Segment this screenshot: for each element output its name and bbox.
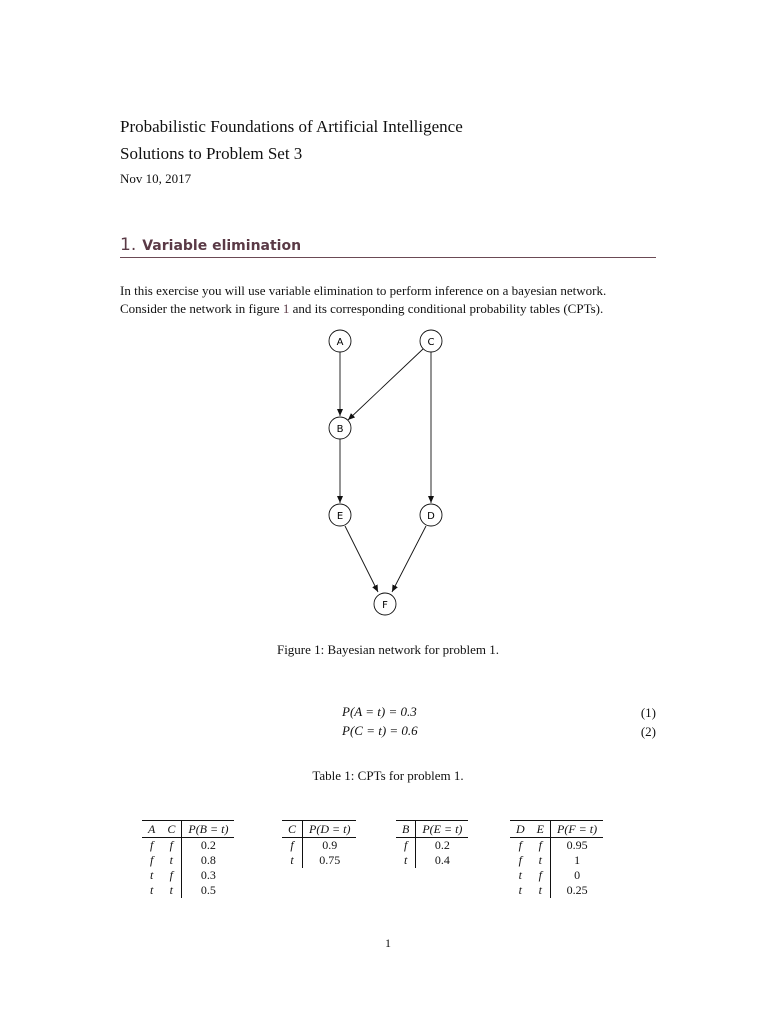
cell: 0.25 — [551, 883, 604, 898]
edge-e-f — [345, 526, 378, 592]
cpt-f-header: P(F = t) — [551, 821, 604, 838]
cpt-e-header: B — [396, 821, 416, 838]
table-row — [282, 853, 356, 868]
edge-d-f — [392, 526, 426, 592]
section-heading — [120, 235, 301, 255]
cpt-f-header: E — [531, 821, 551, 838]
cpt-d-header: P(D = t) — [303, 821, 357, 838]
cell: f — [404, 838, 408, 852]
cell: f — [150, 853, 154, 867]
intro-paragraph — [120, 282, 660, 318]
cpt-table-b — [142, 820, 234, 898]
cell: t — [150, 868, 154, 882]
document-date: Nov 10, 2017 — [120, 171, 192, 186]
cell: 0.9 — [303, 838, 357, 854]
cell: t — [150, 883, 154, 897]
node-b — [329, 417, 351, 439]
section-number: 1. — [120, 235, 137, 255]
equation-2: P(C = t) = 0.6 — [342, 723, 418, 738]
document-subtitle: Solutions to Problem Set 3 — [120, 144, 303, 163]
node-c-label: C — [427, 337, 435, 348]
node-c — [420, 330, 442, 352]
node-e-label: E — [336, 511, 344, 522]
cell: f — [290, 838, 294, 852]
bayesian-network-figure — [300, 320, 470, 625]
cell: f — [538, 838, 543, 852]
cell: f — [169, 838, 174, 852]
node-a-label: A — [336, 337, 344, 348]
table-caption: Table 1: CPTs for problem 1. — [312, 768, 464, 783]
cell: 0.8 — [182, 853, 235, 868]
cell: 0.3 — [182, 868, 235, 883]
figure-ref-link[interactable]: 1 — [282, 301, 290, 316]
node-f — [374, 593, 396, 615]
cell: 1 — [551, 853, 604, 868]
table-row — [510, 883, 603, 898]
equation-1: P(A = t) = 0.3 — [342, 704, 417, 719]
cell: 0.95 — [551, 838, 604, 854]
cell: 0.4 — [416, 853, 469, 868]
cell: t — [538, 883, 543, 897]
equation-2-number: (2) — [640, 724, 656, 739]
cpt-d-header: C — [282, 821, 303, 838]
intro-line-2 — [120, 300, 660, 318]
cpt-e-header: P(E = t) — [416, 821, 469, 838]
cell: t — [169, 883, 174, 897]
cell: f — [538, 868, 543, 882]
page-number: 1 — [385, 936, 391, 950]
intro-text: Consider the network in figure — [120, 301, 283, 316]
cpt-table-d — [282, 820, 356, 868]
cell: t — [518, 868, 522, 882]
cell: f — [518, 838, 522, 852]
table-row — [510, 868, 603, 883]
cell: 0.5 — [182, 883, 235, 898]
cell: t — [404, 853, 408, 867]
cell: 0.2 — [416, 838, 469, 854]
equation-1-number: (1) — [640, 705, 656, 720]
section-rule — [120, 257, 656, 258]
cell: f — [518, 853, 522, 867]
table-row — [142, 838, 234, 854]
cell: 0.75 — [303, 853, 357, 868]
cell: t — [518, 883, 522, 897]
figure-caption: Figure 1: Bayesian network for problem 1. — [276, 642, 500, 657]
cell: 0 — [551, 868, 604, 883]
cell: t — [169, 853, 174, 867]
table-row — [396, 853, 468, 868]
intro-line-1: In this exercise you will use variable elimination to perform inference on a bayesian network. — [120, 283, 607, 298]
table-row — [282, 838, 356, 854]
node-a — [329, 330, 351, 352]
document-title: Probabilistic Foundations of Artificial Intelligence — [120, 117, 463, 136]
cpt-table-e — [396, 820, 468, 868]
node-b-label: B — [336, 424, 344, 435]
cpt-b-header: A — [142, 821, 161, 838]
table-row — [396, 838, 468, 854]
cpt-b-header: P(B = t) — [182, 821, 235, 838]
table-row — [142, 853, 234, 868]
cell: f — [169, 868, 174, 882]
table-row — [510, 838, 603, 854]
node-d-label: D — [427, 511, 435, 522]
table-row — [142, 868, 234, 883]
table-row — [142, 883, 234, 898]
table-row — [510, 853, 603, 868]
cell: t — [538, 853, 543, 867]
node-e — [329, 504, 351, 526]
cpt-table-f — [510, 820, 603, 898]
section-title: Variable elimination — [142, 238, 302, 254]
cell: f — [150, 838, 154, 852]
node-f-label: F — [382, 600, 388, 611]
cpt-b-header: C — [161, 821, 182, 838]
intro-text-end: and its corresponding conditional probability tables (CPTs). — [289, 301, 604, 316]
edge-c-b — [348, 349, 423, 420]
cell: 0.2 — [182, 838, 235, 854]
node-d — [420, 504, 442, 526]
cpt-f-header: D — [510, 821, 531, 838]
cell: t — [290, 853, 294, 867]
